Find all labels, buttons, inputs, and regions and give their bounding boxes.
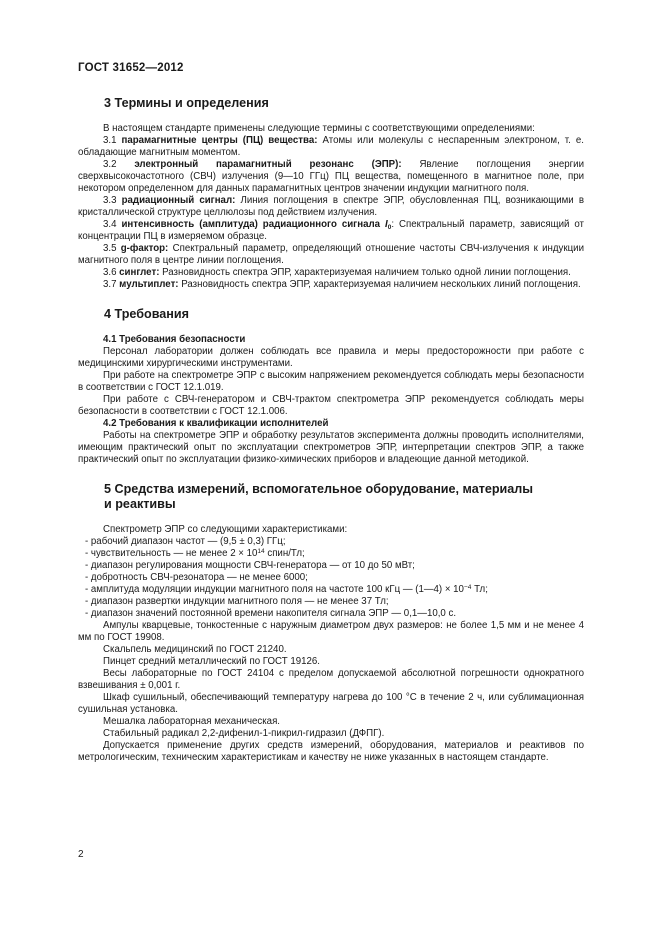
section-4-title: 4 Требования xyxy=(104,307,189,321)
list-item: - амплитуда модуляции индукции магнитного поля на частоте 100 кГц — (1—4) × $10^{-4}$ Тл; xyxy=(85,584,488,595)
paragraph: Персонал лаборатории должен соблюдать все правила и меры предосторожности при работе с медицинскими хирургическими инструментами. xyxy=(78,346,584,369)
page-number: 2 xyxy=(78,849,84,860)
list-item: - чувствительность — не менее $2 \times 10^{14}$ спин/Тл; xyxy=(85,548,305,559)
page-content xyxy=(78,96,584,764)
list-item: - диапазон регулирования мощности СВЧ-генератора — от 10 до 50 мВт; xyxy=(85,560,415,571)
term-3-3: 3.3 радиационный сигнал: Линия поглощения в спектре ЭПР, обусловленная ПЦ, возникающими в кристаллической структуре целлюлозы под действием излучения. xyxy=(78,195,584,218)
paragraph: Допускается применение других средств измерений, оборудования, материалов и реактивов по метрологическим, техническим характеристикам и качеству не ниже указанных в настоящем стандарте. xyxy=(78,740,584,763)
term-3-4: 3.4 интенсивность (амплитуда) радиационного сигнала $I_0$: Спектральный параметр, зависящий от концентрации ПЦ в измеряемом образце. xyxy=(78,219,584,242)
section-3-title: 3 Термины и определения xyxy=(104,96,269,110)
paragraph: Мешалка лабораторная механическая. xyxy=(103,716,281,727)
list-item: - добротность СВЧ-резонатора — не менее 6000; xyxy=(85,572,308,583)
list-item: - диапазон значений постоянной времени накопителя сигнала ЭПР — 0,1—10,0 с. xyxy=(85,608,457,619)
subsection-4-2-title: 4.2 Требования к квалификации исполнителей xyxy=(103,418,329,429)
paragraph: Шкаф сушильный, обеспечивающий температуру нагрева до 100 °С в течение 2 ч, или сублимационная сушильная установка. xyxy=(78,692,584,715)
list-item: - диапазон развертки индукции магнитного поля — не менее 37 Тл; xyxy=(85,596,389,607)
document-header: ГОСТ 31652—2012 xyxy=(78,62,184,74)
term-3-7: 3.7 мультиплет: Разновидность спектра ЭПР, характеризуемая наличием нескольких линий поглощения. xyxy=(103,279,581,290)
paragraph: Пинцет средний металлический по ГОСТ 19126. xyxy=(103,656,320,667)
paragraph: При работе с СВЧ-генератором и СВЧ-трактом спектрометра ЭПР рекомендуется соблюдать меры безопасности в соответствии с ГОСТ 12.1.006. xyxy=(78,394,584,417)
section-5-title-cont: и реактивы xyxy=(104,497,176,511)
paragraph: При работе на спектрометре ЭПР с высоким напряжением рекомендуется соблюдать меры безопасности в соответствии с ГОСТ 12.1.019. xyxy=(78,370,584,393)
subsection-4-1-title: 4.1 Требования безопасности xyxy=(103,334,246,345)
paragraph: Работы на спектрометре ЭПР и обработку результатов эксперимента должны проводить исполнителями, имеющим практический опыт по эксплуатации спектрометров ЭПР, интерпретации спектров ЭПР, а также практический опыт по эксплуатации физико-химических приборов и владеющие данной методикой. xyxy=(78,430,584,465)
term-3-1: 3.1 парамагнитные центры (ПЦ) вещества: Атомы или молекулы с неспаренным электроном, т. е. обладающие магнитным моментом. xyxy=(78,135,584,158)
term-3-6: 3.6 синглет: Разновидность спектра ЭПР, характеризуемая наличием только одной линии поглощения. xyxy=(103,267,571,278)
paragraph: Скальпель медицинский по ГОСТ 21240. xyxy=(103,644,287,655)
paragraph: Стабильный радикал 2,2-дифенил-1-пикрил-гидразил (ДФПГ). xyxy=(103,728,385,739)
section-3-intro: В настоящем стандарте применены следующие термины с соответствующими определениями: xyxy=(103,123,535,134)
section-5-intro: Спектрометр ЭПР со следующими характеристиками: xyxy=(103,524,348,535)
section-5-title: 5 Средства измерений, вспомогательное оборудование, материалы xyxy=(104,482,534,496)
paragraph: Весы лабораторные по ГОСТ 24104 с пределом допускаемой абсолютной погрешности однократного взвешивания ± 0,001 г. xyxy=(78,668,584,691)
list-item: - рабочий диапазон частот — (9,5 ± 0,3) ГГц; xyxy=(85,536,286,547)
paragraph: Ампулы кварцевые, тонкостенные с наружным диаметром двух размеров: не более 1,5 мм и не менее 4 мм по ГОСТ 19908. xyxy=(78,620,584,643)
term-3-5: 3.5 g-фактор: Спектральный параметр, определяющий отношение частоты СВЧ-излучения к индукции магнитного поля в центре линии поглощения. xyxy=(78,243,584,266)
term-3-2: 3.2 электронный парамагнитный резонанс (ЭПР): Явление поглощения энергии сверхвысокочастотного (СВЧ) излучения (9—10 ГГц) ПЦ вещества, помещенного в магнитное поле, при некотором определенном для данных парамагнитных центров значении индукции магнитного поля. xyxy=(78,159,584,194)
